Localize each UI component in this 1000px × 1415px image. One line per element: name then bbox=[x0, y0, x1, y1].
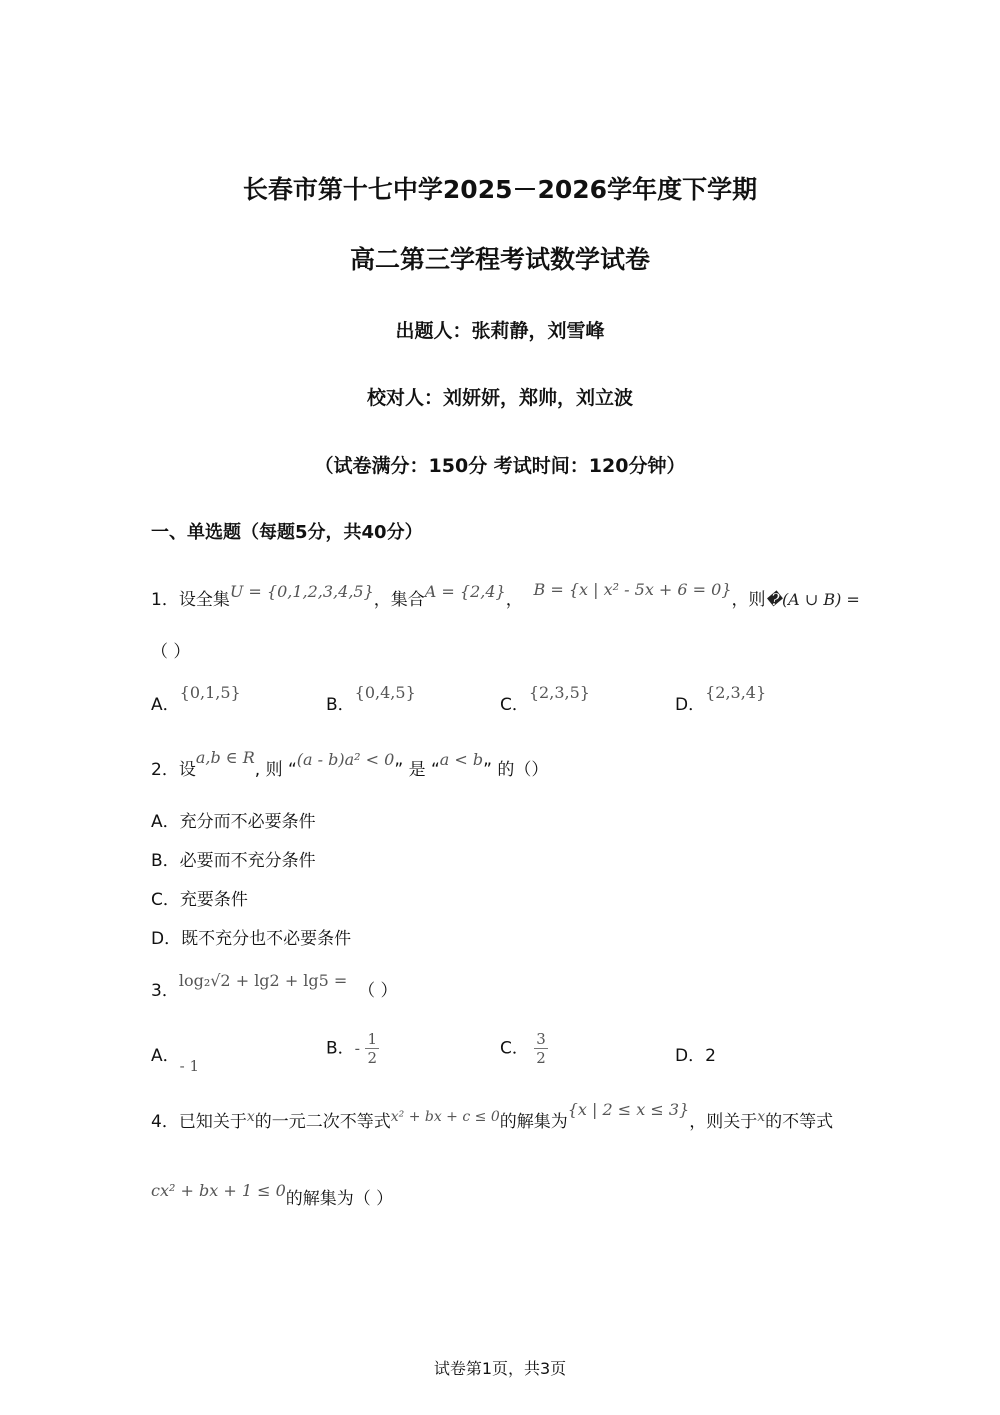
numerator: 1 bbox=[367, 1030, 378, 1048]
question-text: 设 bbox=[178, 760, 196, 780]
math-expression: a < b bbox=[439, 750, 484, 769]
exam-title-line1: 长春市第十七中学2025－2026学年度下学期 bbox=[242, 175, 758, 204]
set-b: B = {x | x² - 5x + 6 = 0} bbox=[533, 580, 732, 599]
q2-option-b bbox=[151, 846, 316, 871]
set-u: U = {0,1,2,3,4,5} bbox=[229, 582, 374, 601]
q1-option-a bbox=[151, 683, 241, 715]
answer-paren: （ ） bbox=[151, 642, 191, 662]
variable-x: x bbox=[757, 1109, 766, 1125]
authors: 出题人：张莉静，刘雪峰 bbox=[395, 320, 605, 342]
option-value: 充分而不必要条件 bbox=[179, 812, 316, 832]
option-label: C． bbox=[500, 1038, 529, 1059]
section-heading: 一、单选题（每题5分，共40分） bbox=[151, 522, 423, 543]
math-expression: (a - b)a² < 0 bbox=[296, 750, 395, 769]
option-value: {2,3,4} bbox=[705, 683, 767, 702]
question-text: 的不等式 bbox=[765, 1112, 834, 1132]
question-number: 2． bbox=[151, 760, 179, 780]
q1-option-d bbox=[675, 683, 767, 715]
q1-option-b bbox=[326, 683, 416, 715]
option-value: - 1 bbox=[179, 1057, 200, 1075]
option-label: A． bbox=[151, 812, 180, 832]
option-value: {0,1,5} bbox=[179, 683, 241, 702]
question-text: 的一元二次不等式 bbox=[254, 1112, 391, 1132]
fraction bbox=[534, 1030, 548, 1067]
option-value: {2,3,5} bbox=[528, 683, 590, 702]
option-label: B． bbox=[151, 851, 180, 871]
question-text: 设全集 bbox=[178, 590, 230, 610]
inequality: cx² + bx + 1 ≤ 0 bbox=[151, 1181, 286, 1200]
question-text: ， bbox=[505, 590, 523, 610]
exam-info: （试卷满分：150分 考试时间：120分钟） bbox=[314, 455, 686, 477]
question-2 bbox=[151, 748, 549, 780]
numerator: 3 bbox=[536, 1030, 546, 1048]
q3-option-c bbox=[500, 1030, 548, 1067]
denominator: 2 bbox=[536, 1049, 546, 1067]
q3-option-d bbox=[675, 1041, 716, 1066]
question-4 bbox=[151, 1100, 834, 1132]
complement-expression: �(A ∪ B) = bbox=[765, 590, 860, 609]
denominator: 2 bbox=[367, 1049, 378, 1067]
option-value: {0,4,5} bbox=[354, 683, 416, 702]
question-text: ” 的（） bbox=[483, 760, 549, 780]
question-text: , 则 “ bbox=[254, 760, 297, 780]
q2-option-d bbox=[151, 924, 351, 949]
negative-sign: - bbox=[354, 1038, 361, 1058]
question-text: ，则 bbox=[731, 590, 766, 610]
question-text: 已知关于 bbox=[178, 1112, 247, 1132]
option-label: B． bbox=[326, 695, 355, 715]
question-number: 1． bbox=[151, 590, 179, 610]
solution-set: {x | 2 ≤ x ≤ 3} bbox=[567, 1100, 690, 1119]
question-text: 的解集为（ ） bbox=[285, 1189, 394, 1209]
q3-option-b bbox=[326, 1030, 379, 1067]
q1-option-c bbox=[500, 683, 590, 715]
question-text: ，则关于 bbox=[689, 1112, 758, 1132]
option-value: 2 bbox=[705, 1046, 716, 1066]
question-text: ” 是 “ bbox=[394, 760, 440, 780]
option-label: D． bbox=[151, 929, 182, 949]
fraction bbox=[365, 1030, 379, 1067]
set-a: A = {2,4} bbox=[424, 582, 506, 601]
option-label: C． bbox=[151, 890, 180, 910]
option-label: A． bbox=[151, 1046, 180, 1066]
variable-x: x bbox=[246, 1109, 255, 1125]
option-value: 既不充分也不必要条件 bbox=[181, 929, 352, 949]
option-label: D． bbox=[675, 695, 706, 715]
question-4-continued bbox=[151, 1181, 394, 1209]
exam-title-line2: 高二第三学程考试数学试卷 bbox=[349, 245, 650, 274]
answer-paren: （ ） bbox=[358, 981, 398, 1001]
option-label: B． bbox=[326, 1038, 355, 1059]
option-label: A． bbox=[151, 695, 180, 715]
option-value: 必要而不充分条件 bbox=[179, 851, 316, 871]
q3-option-a bbox=[151, 1041, 200, 1075]
page-footer: 试卷第1页，共3页 bbox=[433, 1359, 567, 1378]
q2-option-c bbox=[151, 885, 248, 910]
proofreaders: 校对人：刘妍妍，郑帅，刘立波 bbox=[366, 387, 633, 409]
inequality: x² + bx + c ≤ 0 bbox=[390, 1109, 500, 1125]
question-1 bbox=[151, 580, 860, 610]
question-number: 4． bbox=[151, 1112, 179, 1132]
option-label: D． bbox=[675, 1046, 706, 1066]
log-expression: log₂√2 + lg2 + lg5 = bbox=[178, 971, 348, 990]
question-3 bbox=[151, 971, 398, 1001]
option-label: C． bbox=[500, 695, 529, 715]
question-text: 的解集为 bbox=[499, 1112, 568, 1132]
math-condition: a,b ∈ R bbox=[195, 748, 255, 767]
question-number: 3． bbox=[151, 981, 179, 1001]
option-value: 充要条件 bbox=[179, 890, 248, 910]
q2-option-a bbox=[151, 807, 316, 832]
question-text: ，集合 bbox=[373, 590, 425, 610]
